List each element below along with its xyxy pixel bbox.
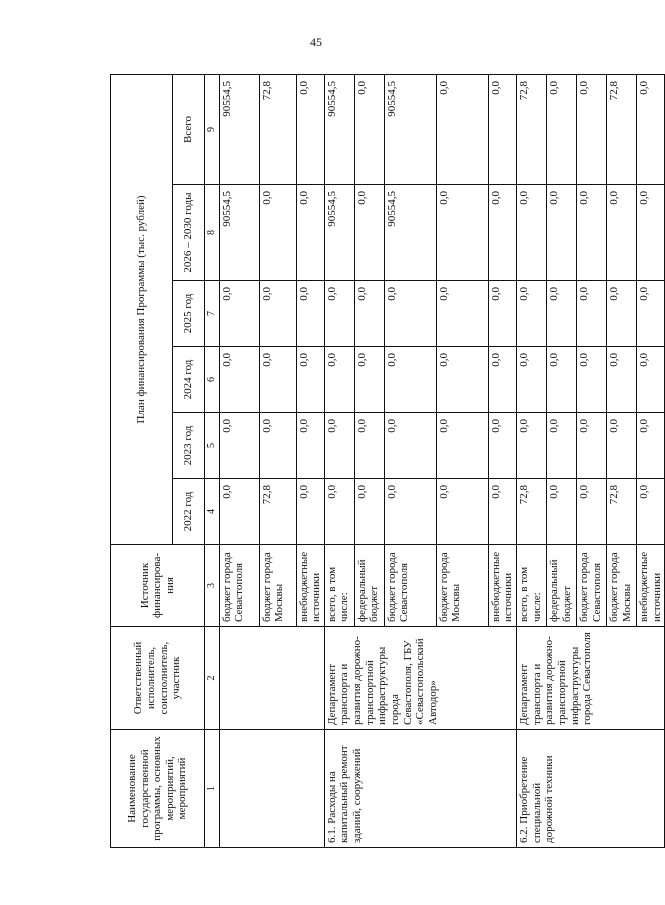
- value-cell: 0,0: [219, 413, 259, 479]
- rotated-table-container: [110, 75, 663, 848]
- value-cell: 0,0: [607, 413, 637, 479]
- table-row: [517, 74, 547, 847]
- item-name: 6.2. Приобретение специальной дорожной техники: [517, 730, 665, 848]
- financing-table: [110, 74, 665, 848]
- value-cell: 0,0: [517, 347, 547, 413]
- value-cell: 72,8: [607, 74, 637, 184]
- value-cell: 0,0: [324, 479, 354, 545]
- value-cell: 0,0: [296, 185, 324, 281]
- header-total: Всего: [173, 74, 205, 184]
- value-cell: 0,0: [259, 347, 296, 413]
- table-row: [324, 74, 354, 847]
- value-cell: 0,0: [488, 479, 516, 545]
- column-index: 2: [205, 627, 220, 730]
- header-source: Источник финансирова-ния: [111, 545, 205, 627]
- value-cell: 0,0: [577, 185, 607, 281]
- value-cell: 0,0: [637, 185, 665, 281]
- value-cell: 0,0: [607, 281, 637, 347]
- value-cell: 0,0: [296, 479, 324, 545]
- value-cell: 0,0: [324, 413, 354, 479]
- source-cell: всего, в том числе:: [517, 545, 547, 627]
- value-cell: 0,0: [436, 281, 488, 347]
- column-index: 7: [205, 281, 220, 347]
- value-cell: 90554,5: [384, 185, 436, 281]
- value-cell: 0,0: [354, 479, 384, 545]
- value-cell: 0,0: [296, 347, 324, 413]
- column-index: 5: [205, 413, 220, 479]
- header-year: 2026 – 2030 годы: [173, 185, 205, 281]
- column-index: 6: [205, 347, 220, 413]
- source-cell: федеральный бюджет: [547, 545, 577, 627]
- responsible-cell-empty: [219, 627, 324, 730]
- source-cell: внебюджетные источники: [296, 545, 324, 627]
- item-name: 6.1. Расходы на капитальный ремонт зданий, сооружений: [324, 730, 516, 848]
- value-cell: 0,0: [577, 413, 607, 479]
- value-cell: 0,0: [259, 281, 296, 347]
- column-index: 8: [205, 185, 220, 281]
- header-year: 2022 год: [173, 479, 205, 545]
- value-cell: 72,8: [517, 74, 547, 184]
- value-cell: 0,0: [547, 281, 577, 347]
- source-cell: всего, в том числе:: [324, 545, 354, 627]
- value-cell: 0,0: [637, 74, 665, 184]
- name-cell-empty: [219, 730, 324, 848]
- source-cell: федеральный бюджет: [354, 545, 384, 627]
- value-cell: 0,0: [219, 479, 259, 545]
- source-cell: внебюджетные источники: [637, 545, 665, 627]
- value-cell: 0,0: [354, 185, 384, 281]
- value-cell: 0,0: [354, 413, 384, 479]
- header-name: Наименование государственной программы, основных мероприятий, мероприятий: [111, 730, 205, 848]
- value-cell: 0,0: [547, 185, 577, 281]
- value-cell: 0,0: [577, 479, 607, 545]
- value-cell: 90554,5: [324, 74, 354, 184]
- value-cell: 72,8: [259, 479, 296, 545]
- value-cell: 0,0: [436, 74, 488, 184]
- value-cell: 0,0: [436, 413, 488, 479]
- value-cell: 0,0: [607, 347, 637, 413]
- value-cell: 0,0: [488, 74, 516, 184]
- value-cell: 0,0: [296, 281, 324, 347]
- value-cell: 0,0: [384, 347, 436, 413]
- source-cell: внебюджетные источники: [488, 545, 516, 627]
- value-cell: 0,0: [296, 413, 324, 479]
- value-cell: 0,0: [354, 74, 384, 184]
- value-cell: 0,0: [324, 347, 354, 413]
- page-number: 45: [310, 35, 322, 49]
- value-cell: 0,0: [488, 281, 516, 347]
- header-year: 2025 год: [173, 281, 205, 347]
- value-cell: 90554,5: [384, 74, 436, 184]
- value-cell: 0,0: [296, 74, 324, 184]
- value-cell: 0,0: [517, 185, 547, 281]
- value-cell: 0,0: [517, 413, 547, 479]
- value-cell: 0,0: [219, 347, 259, 413]
- value-cell: 0,0: [488, 413, 516, 479]
- value-cell: 0,0: [488, 347, 516, 413]
- header-year: 2024 год: [173, 347, 205, 413]
- value-cell: 0,0: [384, 479, 436, 545]
- value-cell: 0,0: [324, 281, 354, 347]
- value-cell: 0,0: [384, 413, 436, 479]
- source-cell: бюджет города Москвы: [436, 545, 488, 627]
- value-cell: 0,0: [488, 185, 516, 281]
- column-index: 4: [205, 479, 220, 545]
- value-cell: 0,0: [354, 281, 384, 347]
- value-cell: 0,0: [354, 347, 384, 413]
- item-responsible: Департамент транспорта и развития дорожно-транспортной инфраструктуры города Севастополя, ГБУ «Севастопольский Автодор»: [324, 627, 516, 730]
- value-cell: 0,0: [607, 185, 637, 281]
- value-cell: 0,0: [577, 74, 607, 184]
- source-cell: бюджет города Севастополя: [219, 545, 259, 627]
- value-cell: 0,0: [637, 479, 665, 545]
- value-cell: 72,8: [259, 74, 296, 184]
- value-cell: 72,8: [607, 479, 637, 545]
- value-cell: 0,0: [547, 479, 577, 545]
- value-cell: 0,0: [637, 281, 665, 347]
- table-row: [219, 74, 259, 847]
- header-year: 2023 год: [173, 413, 205, 479]
- value-cell: 0,0: [259, 413, 296, 479]
- value-cell: 0,0: [577, 281, 607, 347]
- value-cell: 0,0: [384, 281, 436, 347]
- column-index: 1: [205, 730, 220, 848]
- value-cell: 72,8: [517, 479, 547, 545]
- value-cell: 0,0: [436, 185, 488, 281]
- value-cell: 0,0: [637, 413, 665, 479]
- value-cell: 0,0: [436, 479, 488, 545]
- source-cell: бюджет города Москвы: [607, 545, 637, 627]
- header-responsible: Ответственный исполнитель, соисполнитель, участник: [111, 627, 205, 730]
- item-responsible: Департамент транспорта и развития дорожно-транспортной инфраструктуры города Севастополя: [517, 627, 665, 730]
- column-index: 9: [205, 74, 220, 184]
- value-cell: 90554,5: [219, 74, 259, 184]
- value-cell: 90554,5: [324, 185, 354, 281]
- value-cell: 0,0: [219, 281, 259, 347]
- value-cell: 0,0: [547, 74, 577, 184]
- column-index: 3: [205, 545, 220, 627]
- source-cell: бюджет города Севастополя: [577, 545, 607, 627]
- value-cell: 0,0: [577, 347, 607, 413]
- source-cell: бюджет города Москвы: [259, 545, 296, 627]
- value-cell: 0,0: [547, 413, 577, 479]
- header-plan: План финансирования Программы (тыс. рублей): [111, 74, 173, 544]
- source-cell: бюджет города Севастополя: [384, 545, 436, 627]
- value-cell: 0,0: [259, 185, 296, 281]
- value-cell: 0,0: [436, 347, 488, 413]
- value-cell: 0,0: [637, 347, 665, 413]
- value-cell: 0,0: [547, 347, 577, 413]
- value-cell: 90554,5: [219, 185, 259, 281]
- value-cell: 0,0: [517, 281, 547, 347]
